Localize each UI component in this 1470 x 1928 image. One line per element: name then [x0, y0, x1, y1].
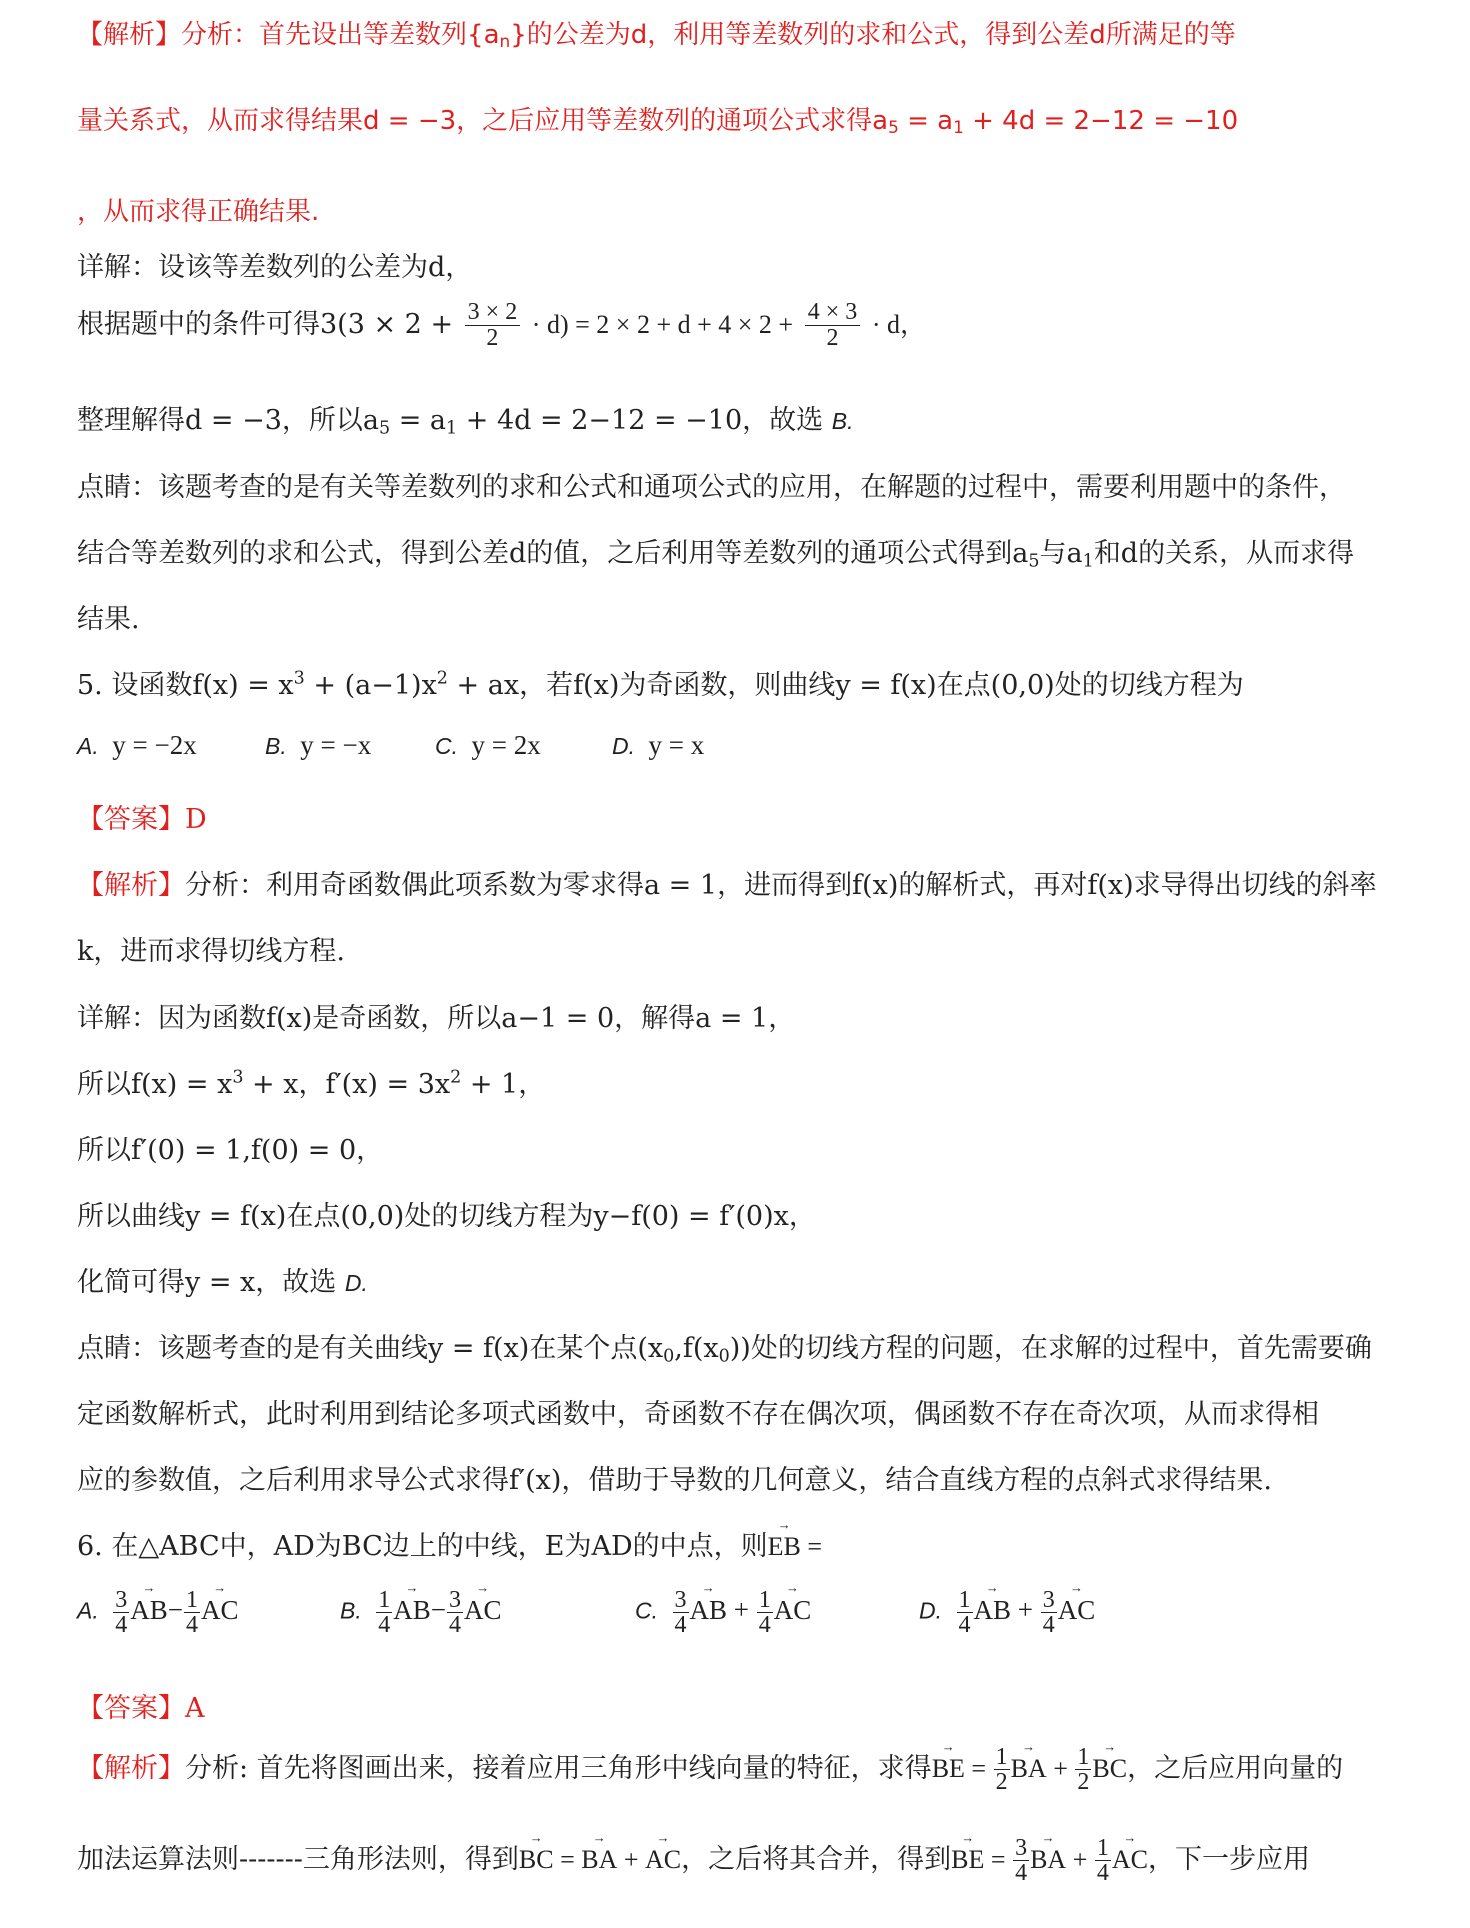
text: = a	[390, 405, 447, 436]
analysis-line-1	[77, 14, 1430, 51]
subscript: 5	[888, 117, 899, 138]
text: 分析：利用奇函数偶此项系数为零求得a = 1，进而得到f(x)的解析式，再对f(x)求导得出切线的斜率	[185, 870, 1377, 901]
superscript: 2	[450, 1067, 462, 1088]
option-text: y = −2x	[112, 730, 197, 760]
answer-value: D	[185, 804, 207, 835]
vector: → AC	[1058, 1595, 1096, 1626]
vector: → BC	[1092, 1754, 1127, 1784]
option-letter: C.	[635, 1597, 658, 1624]
superscript: 3	[232, 1067, 244, 1088]
vector: → BA	[1030, 1845, 1066, 1875]
text: 点睛：该题考查的是有关曲线y = f(x)在某个点(x	[77, 1333, 664, 1364]
text: + ax，若f(x)为奇函数，则曲线y = f(x)在点(0,0)处的切线方程为	[447, 670, 1244, 701]
q5-detail-4: 所以曲线y = f(x)在点(0,0)处的切线方程为y−f(0) = f′(0)x，	[77, 1201, 816, 1232]
q5-option-c	[435, 730, 541, 761]
denominator: 4	[115, 1612, 128, 1638]
numerator: 4 × 3	[805, 300, 861, 326]
option-letter: D.	[919, 1597, 942, 1624]
q5-comment-1	[77, 1326, 1430, 1366]
q5-option-b	[265, 730, 371, 761]
fraction	[957, 1588, 973, 1637]
numerator: 3	[448, 1587, 461, 1613]
numerator: 3	[115, 1587, 128, 1613]
text: ，下一步应用	[1147, 1844, 1310, 1875]
text: 的公差为d，利用等差数列的求和公式，得到公差d所满足的等	[526, 20, 1236, 50]
vector: → BA	[581, 1845, 617, 1875]
option-text: y = x	[648, 730, 705, 760]
text: + 4d = 2−12 = −10	[963, 106, 1239, 136]
superscript: 3	[293, 668, 305, 689]
operator: −	[167, 1594, 183, 1625]
denominator: 2	[1077, 1769, 1090, 1795]
denominator: 4	[758, 1612, 771, 1638]
vector: → AB	[130, 1595, 168, 1626]
text: +	[1046, 1754, 1075, 1783]
text: +	[617, 1845, 646, 1874]
text: 化简可得y = x，故选	[77, 1267, 337, 1298]
analysis-tag: 【解析】	[77, 20, 182, 50]
detail-line-2	[77, 300, 1430, 351]
detail-line-1: 详解：设该等差数列的公差为d，	[77, 252, 473, 283]
q5-detail-1: 详解：因为函数f(x)是奇函数，所以a−1 = 0，解得a = 1，	[77, 1003, 796, 1034]
superscript: 2	[436, 668, 448, 689]
option-letter: D.	[612, 733, 635, 759]
numerator: 1	[378, 1587, 391, 1613]
q5-detail-3: 所以f′(0) = 1,f(0) = 0，	[77, 1135, 384, 1166]
q5-analysis-2: k，进而求得切线方程.	[77, 936, 345, 967]
q5-detail-2	[77, 1062, 1430, 1101]
fraction	[757, 1588, 773, 1637]
fraction	[113, 1588, 129, 1637]
denominator: 2	[995, 1769, 1008, 1795]
option-letter: A.	[77, 733, 99, 759]
text: 整理解得d = −3，所以a	[77, 405, 379, 436]
vector: → AC	[464, 1595, 502, 1626]
detail-line-3	[77, 398, 1430, 438]
q6-option-a	[77, 1588, 239, 1637]
numerator: 1	[758, 1587, 771, 1613]
q5-options	[77, 730, 1377, 764]
vector: → AC	[201, 1595, 239, 1626]
denominator: 4	[1042, 1612, 1055, 1638]
fraction	[465, 300, 521, 351]
q5-option-a	[77, 730, 197, 761]
subscript: 5	[1028, 551, 1040, 572]
q6-option-b	[340, 1588, 502, 1637]
operator: +	[733, 1594, 749, 1625]
numerator: 3	[1042, 1587, 1055, 1613]
vector: → AC	[1112, 1845, 1148, 1875]
text: ，之后应用向量的	[1127, 1753, 1344, 1784]
denominator: 2	[826, 325, 839, 352]
fraction	[447, 1588, 463, 1637]
denominator: 4	[1096, 1860, 1109, 1886]
denominator: 4	[958, 1612, 971, 1638]
choice-letter: B.	[831, 408, 854, 434]
subscript: 1	[953, 117, 964, 138]
q6-answer	[77, 1686, 1430, 1725]
numerator: 1	[1096, 1835, 1109, 1861]
text: =	[984, 1845, 1013, 1874]
denominator: 4	[185, 1612, 198, 1638]
fraction	[994, 1745, 1010, 1794]
text: 根据题中的条件可得3(3 × 2 +	[77, 309, 454, 341]
vector: → AB	[690, 1595, 728, 1626]
text: }	[510, 20, 527, 50]
vector: → AC	[645, 1845, 681, 1875]
text: 5. 设函数f(x) = x	[77, 670, 294, 701]
analysis-tag: 【解析】	[77, 870, 185, 901]
q6-option-c	[635, 1588, 811, 1637]
text: 加法运算法则-------三角形法则，得到	[77, 1844, 519, 1875]
option-letter: A.	[77, 1597, 99, 1624]
fraction	[805, 300, 861, 351]
q6-stem	[77, 1524, 1430, 1563]
denominator: 4	[378, 1612, 391, 1638]
choice-letter: D.	[344, 1270, 368, 1296]
answer-value: A	[185, 1693, 205, 1724]
text: 和d的关系，从而求得	[1093, 538, 1355, 569]
text: + x，f′(x) = 3x	[243, 1069, 451, 1100]
text: {a	[467, 20, 500, 50]
text: + 1，	[461, 1069, 546, 1100]
text: ，之后将其合并，得到	[681, 1844, 952, 1875]
q5-comment-2: 定函数解析式，此时利用到结论多项式函数中，奇函数不存在偶次项，偶函数不存在奇次项，从而求得相	[77, 1399, 1319, 1430]
fraction	[1013, 1836, 1029, 1885]
numerator: 1	[1077, 1744, 1090, 1770]
option-text: y = 2x	[471, 730, 541, 760]
comment-line-1: 点睛：该题考查的是有关等差数列的求和公式和通项公式的应用，在解题的过程中，需要利用题中的条件，	[77, 472, 1346, 503]
subscript: 0	[663, 1346, 675, 1367]
operator: −	[430, 1594, 446, 1625]
subscript: 1	[1082, 551, 1094, 572]
vector: → AB	[393, 1595, 431, 1626]
fraction	[673, 1588, 689, 1637]
q6-analysis-1	[77, 1745, 1430, 1815]
option-letter: C.	[435, 733, 458, 759]
denominator: 4	[674, 1612, 687, 1638]
q5-analysis-1	[77, 863, 1430, 902]
option-text: y = −x	[300, 730, 372, 760]
numerator: 1	[185, 1587, 198, 1613]
q6-analysis-2	[77, 1836, 1430, 1906]
text: = a	[898, 106, 954, 136]
text: 6. 在△ABC中，AD为BC边上的中线，E为AD的中点，则	[77, 1531, 768, 1562]
q5-comment-3: 应的参数值，之后利用求导公式求得f′(x)，借助于导数的几何意义，结合直线方程的点斜式求得结果.	[77, 1465, 1272, 1496]
text: ,f(x	[674, 1333, 719, 1364]
option-letter: B.	[340, 1597, 362, 1624]
text: =	[964, 1754, 993, 1783]
q6-options	[77, 1588, 1377, 1658]
text: =	[800, 1532, 823, 1561]
text: ))处的切线方程的问题，在求解的过程中，首先需要确	[729, 1333, 1372, 1364]
fraction	[1095, 1836, 1111, 1885]
analysis-line-3: ，从而求得正确结果.	[77, 197, 320, 227]
text: 分析: 首先将图画出来，接着应用三角形中线向量的特征，求得	[185, 1753, 932, 1784]
vector: → BE	[932, 1754, 965, 1784]
text: + 4d = 2−12 = −10，故选	[457, 405, 824, 436]
vector: → AB	[974, 1595, 1012, 1626]
denominator: 4	[1015, 1860, 1028, 1886]
fraction	[184, 1588, 200, 1637]
q5-option-d	[612, 730, 704, 761]
vector: → BE	[951, 1845, 984, 1875]
text: · d，	[871, 310, 926, 340]
vector: → EB	[768, 1532, 801, 1562]
numerator: 3	[1015, 1835, 1028, 1861]
text: 与a	[1039, 538, 1083, 569]
comment-line-2	[77, 531, 1430, 571]
denominator: 4	[448, 1612, 461, 1638]
text: 所以f(x) = x	[77, 1069, 233, 1100]
q5-detail-5	[77, 1260, 1430, 1299]
text: =	[553, 1845, 582, 1874]
fraction	[376, 1588, 392, 1637]
answer-tag: 【答案】	[77, 804, 185, 835]
subscript: n	[499, 31, 511, 52]
comment-line-3: 结果.	[77, 604, 140, 635]
text: 结合等差数列的求和公式，得到公差d的值，之后利用等差数列的通项公式得到a	[77, 538, 1029, 569]
subscript: 1	[446, 418, 458, 439]
analysis-tag: 【解析】	[77, 1753, 185, 1784]
q6-option-d	[919, 1588, 1095, 1637]
subscript: 0	[718, 1346, 730, 1367]
operator: +	[1017, 1594, 1033, 1625]
fraction	[1075, 1745, 1091, 1794]
vector: → BA	[1011, 1754, 1047, 1784]
option-letter: B.	[265, 733, 287, 759]
text: 量关系式，从而求得结果d = −3，之后应用等差数列的通项公式求得a	[77, 106, 889, 136]
subscript: 5	[378, 418, 391, 439]
q5-stem	[77, 663, 1430, 702]
numerator: 3	[674, 1587, 687, 1613]
fraction	[1041, 1588, 1057, 1637]
numerator: 1	[995, 1744, 1008, 1770]
answer-tag: 【答案】	[77, 1693, 185, 1724]
vector: → BC	[519, 1845, 554, 1875]
text: · d) = 2 × 2 + d + 4 × 2 +	[531, 310, 794, 340]
text: +	[1066, 1845, 1094, 1874]
numerator: 3 × 2	[465, 300, 521, 326]
denominator: 2	[486, 325, 499, 352]
analysis-line-2	[77, 100, 1430, 137]
numerator: 1	[958, 1587, 971, 1613]
q5-answer	[77, 797, 1430, 836]
text: + (a−1)x	[304, 670, 437, 701]
text: 分析：首先设出等差数列	[181, 20, 468, 50]
vector: → AC	[774, 1595, 812, 1626]
